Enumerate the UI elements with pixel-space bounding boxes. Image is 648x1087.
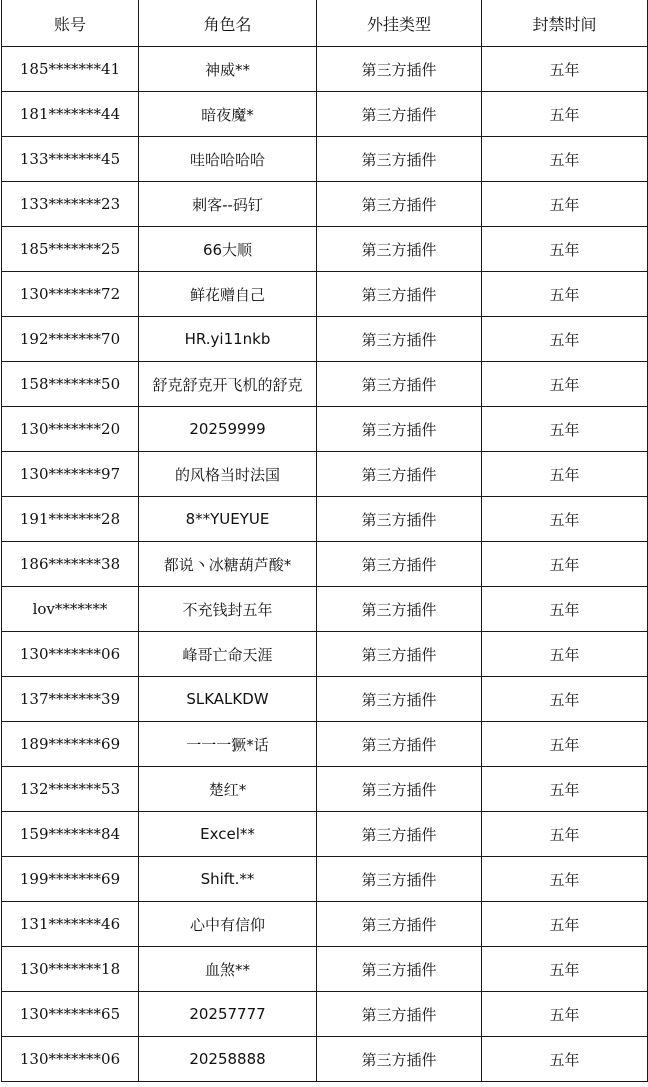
cell-cheat-type: 第三方插件 [317,137,482,182]
cell-account: 185*******25 [2,227,139,272]
cell-role-name: 舒克舒克开飞机的舒克 [139,362,317,407]
cell-cheat-type: 第三方插件 [317,722,482,767]
cell-role-name: Shift.** [139,857,317,902]
cell-role-name: 心中有信仰 [139,902,317,947]
cell-account: 132*******53 [2,767,139,812]
cell-ban-duration: 五年 [482,1037,648,1082]
header-role-name: 角色名 [139,0,317,47]
header-ban-duration: 封禁时间 [482,0,648,47]
table-row [2,137,648,182]
cell-ban-duration: 五年 [482,47,648,92]
cell-account: 192*******70 [2,317,139,362]
cell-ban-duration: 五年 [482,452,648,497]
cell-role-name: 都说丶冰糖葫芦酸* [139,542,317,587]
table-row [2,47,648,92]
cell-cheat-type: 第三方插件 [317,47,482,92]
cell-ban-duration: 五年 [482,632,648,677]
cell-role-name: 哇哈哈哈哈 [139,137,317,182]
cell-account: lov******* [2,587,139,632]
cell-cheat-type: 第三方插件 [317,812,482,857]
cell-role-name: 不充钱封五年 [139,587,317,632]
cell-ban-duration: 五年 [482,137,648,182]
cell-ban-duration: 五年 [482,497,648,542]
cell-role-name: 66大顺 [139,227,317,272]
table-row [2,587,648,632]
cell-cheat-type: 第三方插件 [317,857,482,902]
cell-ban-duration: 五年 [482,272,648,317]
cell-role-name: SLKALKDW [139,677,317,722]
cell-role-name: 的风格当时法国 [139,452,317,497]
cell-cheat-type: 第三方插件 [317,542,482,587]
cell-cheat-type: 第三方插件 [317,317,482,362]
cell-account: 130*******20 [2,407,139,452]
cell-account: 133*******23 [2,182,139,227]
table-row [2,92,648,137]
header-cheat-type: 外挂类型 [317,0,482,47]
cell-cheat-type: 第三方插件 [317,947,482,992]
cell-account: 131*******46 [2,902,139,947]
table-row [2,362,648,407]
table-row [2,317,648,362]
cell-account: 189*******69 [2,722,139,767]
table-row [2,902,648,947]
cell-cheat-type: 第三方插件 [317,632,482,677]
cell-account: 130*******06 [2,632,139,677]
cell-cheat-type: 第三方插件 [317,497,482,542]
table-row [2,722,648,767]
cell-cheat-type: 第三方插件 [317,677,482,722]
cell-account: 130*******06 [2,1037,139,1082]
cell-account: 185*******41 [2,47,139,92]
cell-role-name: 神威** [139,47,317,92]
cell-cheat-type: 第三方插件 [317,992,482,1037]
cell-account: 181*******44 [2,92,139,137]
cell-role-name: 一一一獗*话 [139,722,317,767]
cell-cheat-type: 第三方插件 [317,767,482,812]
cell-role-name: 20257777 [139,992,317,1037]
cell-role-name: 血煞** [139,947,317,992]
table-row [2,182,648,227]
cell-ban-duration: 五年 [482,992,648,1037]
cell-ban-duration: 五年 [482,857,648,902]
cell-cheat-type: 第三方插件 [317,452,482,497]
ban-list-table [1,0,648,1082]
cell-cheat-type: 第三方插件 [317,182,482,227]
cell-ban-duration: 五年 [482,407,648,452]
cell-account: 191*******28 [2,497,139,542]
cell-role-name: 8**YUEYUE [139,497,317,542]
cell-role-name: 刺客--码钉 [139,182,317,227]
table-row [2,497,648,542]
table-row [2,272,648,317]
cell-ban-duration: 五年 [482,812,648,857]
cell-account: 159*******84 [2,812,139,857]
table-body [2,47,648,1082]
cell-account: 137*******39 [2,677,139,722]
cell-cheat-type: 第三方插件 [317,362,482,407]
table-row [2,947,648,992]
cell-account: 186*******38 [2,542,139,587]
table-row [2,857,648,902]
cell-cheat-type: 第三方插件 [317,227,482,272]
table-row [2,767,648,812]
cell-account: 130*******72 [2,272,139,317]
table-row [2,452,648,497]
cell-account: 130*******65 [2,992,139,1037]
cell-role-name: 楚红* [139,767,317,812]
cell-account: 133*******45 [2,137,139,182]
cell-cheat-type: 第三方插件 [317,587,482,632]
table-row [2,1037,648,1082]
cell-ban-duration: 五年 [482,722,648,767]
cell-account: 130*******18 [2,947,139,992]
table-row [2,677,648,722]
cell-ban-duration: 五年 [482,947,648,992]
cell-cheat-type: 第三方插件 [317,92,482,137]
cell-ban-duration: 五年 [482,182,648,227]
cell-ban-duration: 五年 [482,677,648,722]
cell-ban-duration: 五年 [482,542,648,587]
cell-ban-duration: 五年 [482,92,648,137]
cell-cheat-type: 第三方插件 [317,1037,482,1082]
cell-role-name: 20259999 [139,407,317,452]
cell-account: 130*******97 [2,452,139,497]
cell-role-name: 20258888 [139,1037,317,1082]
cell-ban-duration: 五年 [482,587,648,632]
cell-role-name: Excel** [139,812,317,857]
cell-role-name: 暗夜魔* [139,92,317,137]
cell-cheat-type: 第三方插件 [317,902,482,947]
cell-cheat-type: 第三方插件 [317,272,482,317]
cell-ban-duration: 五年 [482,362,648,407]
header-row [2,0,648,47]
cell-cheat-type: 第三方插件 [317,407,482,452]
header-account: 账号 [2,0,139,47]
cell-ban-duration: 五年 [482,902,648,947]
table-row [2,812,648,857]
cell-role-name: 峰哥亡命天涯 [139,632,317,677]
cell-account: 199*******69 [2,857,139,902]
cell-ban-duration: 五年 [482,767,648,812]
cell-role-name: 鲜花赠自己 [139,272,317,317]
table-row [2,542,648,587]
cell-ban-duration: 五年 [482,317,648,362]
table-row [2,992,648,1037]
table-row [2,227,648,272]
cell-ban-duration: 五年 [482,227,648,272]
table-row [2,407,648,452]
cell-account: 158*******50 [2,362,139,407]
table-row [2,632,648,677]
cell-role-name: HR.yi11nkb [139,317,317,362]
